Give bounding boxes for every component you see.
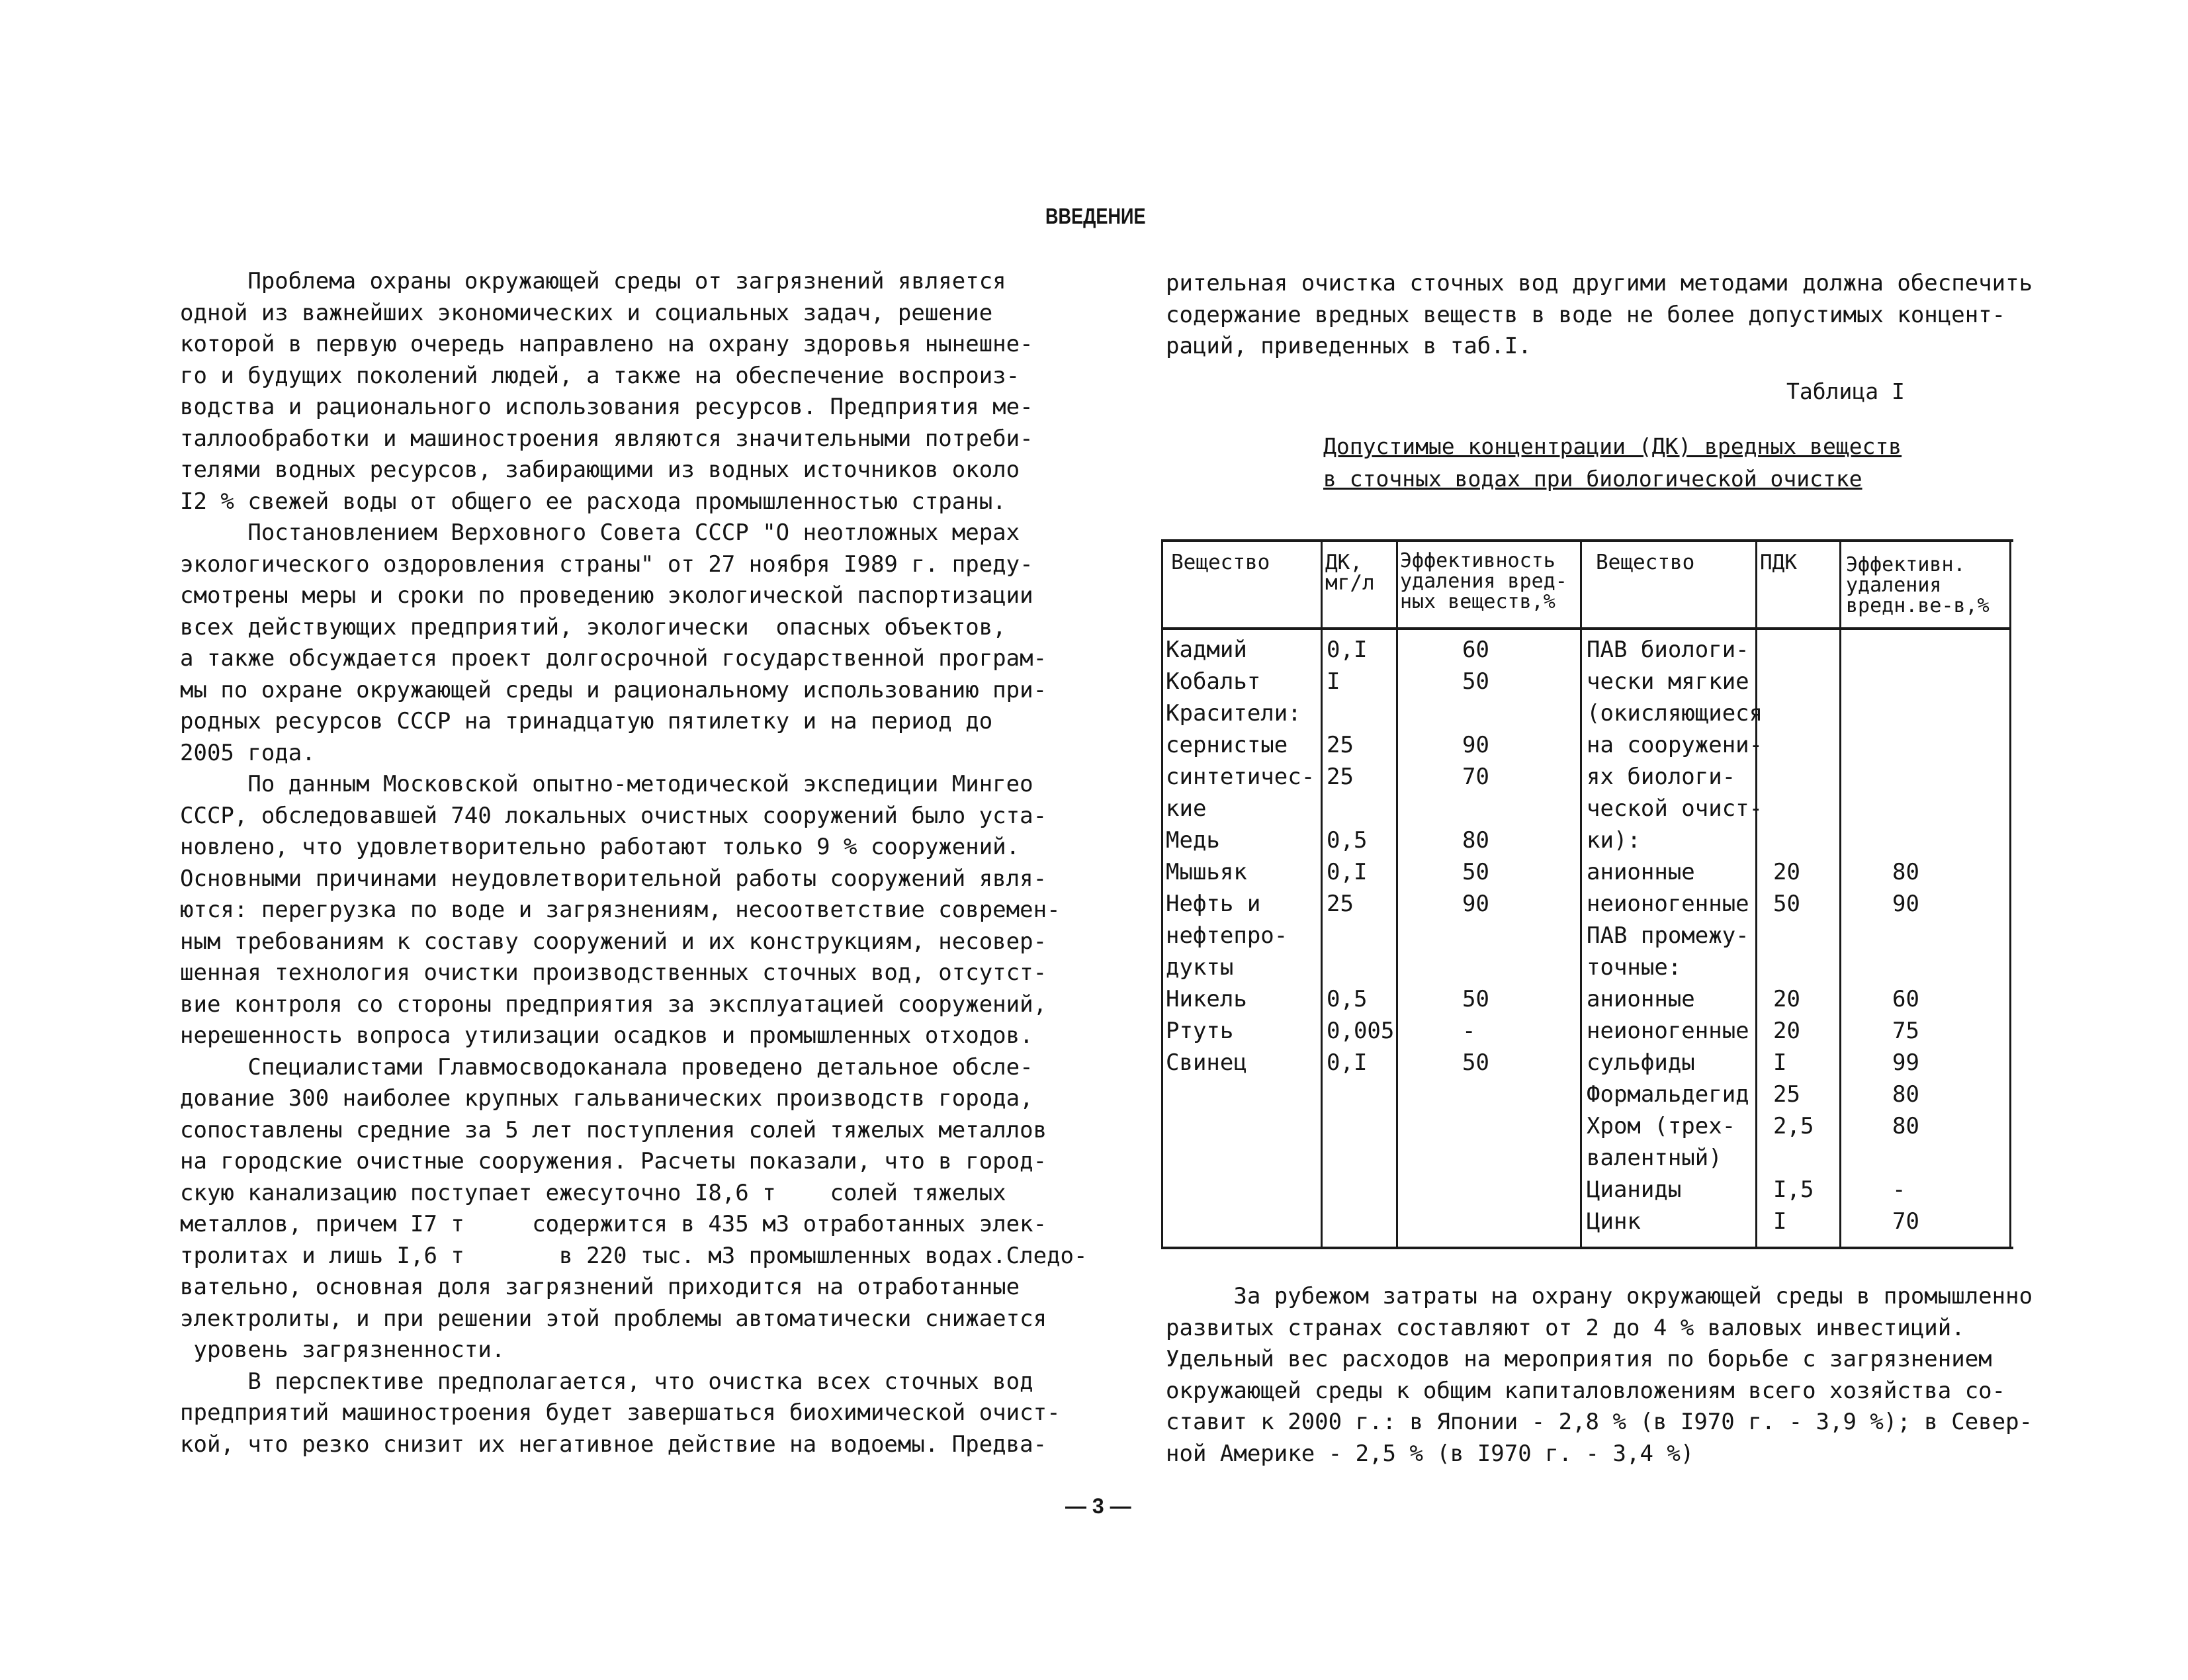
table-cell: 0,5 <box>1327 986 1368 1012</box>
text-line: а также обсуждается проект долгосрочной государственной програм- <box>180 645 1047 672</box>
table-cell: синтетичес- <box>1166 764 1315 790</box>
table-header-substance-2: Вещество <box>1596 551 1695 574</box>
table-cell: ки): <box>1587 827 1641 854</box>
table-cell: 99 <box>1892 1049 1919 1076</box>
text-line: 2005 года. <box>180 739 316 766</box>
text-line: тролитах и лишь I,6 т в 220 тыс. м3 промышленных водах.Следо- <box>180 1242 1088 1269</box>
text-line: родных ресурсов СССР на тринадцатую пятилетку и на период до <box>180 708 993 734</box>
table-cell: 90 <box>1892 891 1919 917</box>
table-divider <box>2009 539 2011 1247</box>
text-line: на городские очистные сооружения. Расчеты показали, что в город- <box>180 1148 1047 1174</box>
text-line: смотрены меры и сроки по проведению экологической паспортизации <box>180 582 1033 609</box>
table-header-rule <box>1161 627 2011 630</box>
text-line: дование 300 наиболее крупных гальванических производств города, <box>180 1085 1033 1112</box>
table-cell: Красители: <box>1166 700 1301 727</box>
table-cell: нефтепро- <box>1166 922 1288 949</box>
text-line: новлено, что удовлетворительно работают только 9 % сооружений. <box>180 834 1020 860</box>
text-line: нерешенность вопроса утилизации осадков и промышленных отходов. <box>180 1022 1033 1049</box>
text-line: рительная очистка сточных вод другими методами должна обеспечить <box>1166 270 2033 296</box>
text-line: металлов, причем I7 т содержится в 435 м3 отработанных элек- <box>180 1211 1047 1237</box>
table-title <box>1323 430 1902 495</box>
table-header-efficiency-2: Эффективн. удаления вредн.ве-в,% <box>1846 553 1990 617</box>
table-cell: 75 <box>1892 1018 1919 1044</box>
table-cell: Кобальт <box>1166 668 1261 695</box>
table-cell: 25 <box>1327 891 1354 917</box>
table-cell: Мышьяк <box>1166 859 1247 885</box>
table-cell: 70 <box>1892 1208 1919 1235</box>
text-line: Специалистами Главмосводоканала проведено детальное обсле- <box>180 1053 1033 1081</box>
text-line: По данным Московской опытно-методической экспедиции Мингео <box>180 771 1033 797</box>
text-line: экологического оздоровления страны" от 27 ноября I989 г. преду- <box>180 551 1033 578</box>
table-cell: I,5 <box>1773 1176 1814 1203</box>
right-column-intro-text <box>1166 268 2033 363</box>
text-line: которой в первую очередь направлено на охрану здоровья нынешне- <box>180 331 1033 357</box>
table-cell: Хром (трех- <box>1587 1113 1736 1139</box>
table-cell: 0,I <box>1327 1049 1368 1076</box>
table-cell: 80 <box>1462 827 1489 854</box>
table-cell: Свинец <box>1166 1049 1247 1076</box>
text-line: телями водных ресурсов, забирающими из водных источников около <box>180 457 1020 483</box>
table-cell: Формальдегид <box>1587 1081 1749 1108</box>
table-cell: - <box>1462 1018 1476 1044</box>
text-line: I2 % свежей воды от общего ее расхода промышленностью страны. <box>180 488 1006 515</box>
table-cell: неионогенные <box>1587 1018 1749 1044</box>
table-cell: анионные <box>1587 859 1695 885</box>
table-cell: 0,5 <box>1327 827 1368 854</box>
table-cell: 20 <box>1773 986 1800 1012</box>
text-line: мы по охране окружающей среды и рациональному использованию при- <box>180 676 1047 703</box>
table-cell: анионные <box>1587 986 1695 1012</box>
text-line: содержание вредных веществ в воде не более допустимых концент- <box>1166 301 2006 328</box>
text-line: кой, что резко снизит их негативное действие на водоемы. Предва- <box>180 1431 1047 1458</box>
table-cell: дукты <box>1166 954 1234 981</box>
table-cell: 0,I <box>1327 637 1368 663</box>
text-line: электролиты, и при решении этой проблемы автоматически снижается <box>180 1305 1047 1332</box>
table-cell: 25 <box>1327 764 1354 790</box>
table-cell: Кадмий <box>1166 637 1247 663</box>
table-header-substance-1: Вещество <box>1171 551 1270 574</box>
page-number: — 3 — <box>1065 1494 1131 1518</box>
table-header-pdk: ПДК <box>1760 551 1797 574</box>
text-line: В перспективе предполагается, что очистка всех сточных вод <box>180 1368 1033 1395</box>
table-cell: 80 <box>1892 859 1919 885</box>
text-line: таллообработки и машиностроения являются значительными потреби- <box>180 425 1033 452</box>
table-cell: 20 <box>1773 859 1800 885</box>
table-cell: 50 <box>1773 891 1800 917</box>
table-cell: 90 <box>1462 732 1489 758</box>
table-divider <box>1396 539 1398 1247</box>
table-divider <box>1580 539 1582 1247</box>
text-line: Основными причинами неудовлетворительной работы сооружений явля- <box>180 865 1047 892</box>
table-cell: Цианиды <box>1587 1176 1682 1203</box>
table-cell: ПАВ промежу- <box>1587 922 1749 949</box>
table-cell: Нефть и <box>1166 891 1261 917</box>
table-cell: 60 <box>1462 637 1489 663</box>
text-line: шенная технология очистки производственных сточных вод, отсутст- <box>180 959 1047 986</box>
table-header-efficiency-1: Эффективность удаления вред- ных веществ,% <box>1400 549 1567 613</box>
table-cell: 80 <box>1892 1081 1919 1108</box>
table-cell: I <box>1327 668 1340 695</box>
table-label: Таблица I <box>1786 378 1905 404</box>
table-cell: 25 <box>1773 1081 1800 1108</box>
right-column-closing-text <box>1166 1281 2033 1470</box>
table-cell: I <box>1773 1208 1787 1235</box>
text-line: За рубежом затраты на охрану окружающей среды в промышленно <box>1166 1283 2033 1309</box>
table-cell: 0,005 <box>1327 1018 1395 1044</box>
table-cell: валентный) <box>1587 1145 1722 1171</box>
table-cell: сульфиды <box>1587 1049 1695 1076</box>
table-cell: ческой очист- <box>1587 795 1763 822</box>
table-divider <box>1839 539 1841 1247</box>
table-cell: - <box>1892 1176 1906 1203</box>
text-line: го и будущих поколений людей, а также на обеспечение воспроиз- <box>180 362 1020 389</box>
table-cell: кие <box>1166 795 1207 822</box>
text-line: развитых странах составляют от 2 до 4 % валовых инвестиций. <box>1166 1314 1965 1341</box>
table-cell: точные: <box>1587 954 1682 981</box>
table-title-line-1: Допустимые концентрации (ДК) вредных веществ <box>1323 433 1902 459</box>
text-line: ются: перегрузка по воде и загрязнениям, несоответствие современ- <box>180 897 1061 923</box>
table-cell: неионогенные <box>1587 891 1749 917</box>
table-title-line-2: в сточных водах при биологической очистке <box>1323 466 1862 492</box>
text-line: уровень загрязненности. <box>180 1337 505 1363</box>
table-cell: Никель <box>1166 986 1247 1012</box>
text-line: раций, приведенных в таб.I. <box>1166 333 1532 359</box>
table-cell: сернистые <box>1166 732 1288 758</box>
table-cell: Медь <box>1166 827 1220 854</box>
table-cell: на сооружени- <box>1587 732 1763 758</box>
table-cell: 70 <box>1462 764 1489 790</box>
text-line: ным требованиям к составу сооружений и их конструкциям, несовер- <box>180 928 1047 955</box>
table-cell: 2,5 <box>1773 1113 1814 1139</box>
table-cell: 50 <box>1462 986 1489 1012</box>
table-cell: 25 <box>1327 732 1354 758</box>
text-line: одной из важнейших экономических и социальных задач, решение <box>180 299 993 326</box>
table-header-dk: ДК, мг/л <box>1325 551 1375 595</box>
text-line: ставит к 2000 г.: в Японии - 2,8 % (в I970 г. - 3,9 %); в Север- <box>1166 1409 2033 1435</box>
text-line: ной Америке - 2,5 % (в I970 г. - 3,4 %) <box>1166 1440 1694 1467</box>
table-cell: I <box>1773 1049 1787 1076</box>
table-cell: Цинк <box>1587 1208 1641 1235</box>
table-cell: 20 <box>1773 1018 1800 1044</box>
text-line: окружающей среды к общим капиталовложениям всего хозяйства со- <box>1166 1377 2006 1404</box>
text-line: Проблема охраны окружающей среды от загрязнений является <box>180 268 1006 294</box>
table-cell: 50 <box>1462 859 1489 885</box>
text-line: СССР, обследовавшей 740 локальных очистных сооружений было уста- <box>180 802 1047 829</box>
text-line: вие контроля со стороны предприятия за эксплуатацией сооружений, <box>180 991 1047 1018</box>
text-line: водства и рационального использования ресурсов. Предприятия ме- <box>180 394 1033 420</box>
table-cell: чески мягкие <box>1587 668 1749 695</box>
table-cell: Ртуть <box>1166 1018 1234 1044</box>
left-column-text <box>180 266 1087 1460</box>
table-cell: 50 <box>1462 668 1489 695</box>
text-line: сопоставлены средние за 5 лет поступления солей тяжелых металлов <box>180 1116 1047 1143</box>
table-cell: 80 <box>1892 1113 1919 1139</box>
table-cell: 60 <box>1892 986 1919 1012</box>
table-cell: ях биологи- <box>1587 764 1736 790</box>
text-line: скую канализацию поступает ежесуточно I8,6 т солей тяжелых <box>180 1179 1006 1206</box>
text-line: предприятий машиностроения будет завершаться биохимической очист- <box>180 1399 1061 1426</box>
text-line: всех действующих предприятий, экологически опасных объектов, <box>180 613 1006 641</box>
text-line: Постановлением Верховного Совета СССР "О неотложных мерах <box>180 519 1020 546</box>
table-cell: (окисляющиеся <box>1587 700 1763 727</box>
table-divider <box>1321 539 1323 1247</box>
page-heading: ВВЕДЕНИЕ <box>1045 204 1146 228</box>
table-cell: ПАВ биологи- <box>1587 637 1749 663</box>
table-cell: 90 <box>1462 891 1489 917</box>
text-line: вательно, основная доля загрязнений приходится на отработанные <box>180 1274 1020 1300</box>
table-cell: 50 <box>1462 1049 1489 1076</box>
text-line: Удельный вес расходов на мероприятия по борьбе с загрязнением <box>1166 1346 1992 1372</box>
table-divider <box>1755 539 1757 1247</box>
table-cell: 0,I <box>1327 859 1368 885</box>
